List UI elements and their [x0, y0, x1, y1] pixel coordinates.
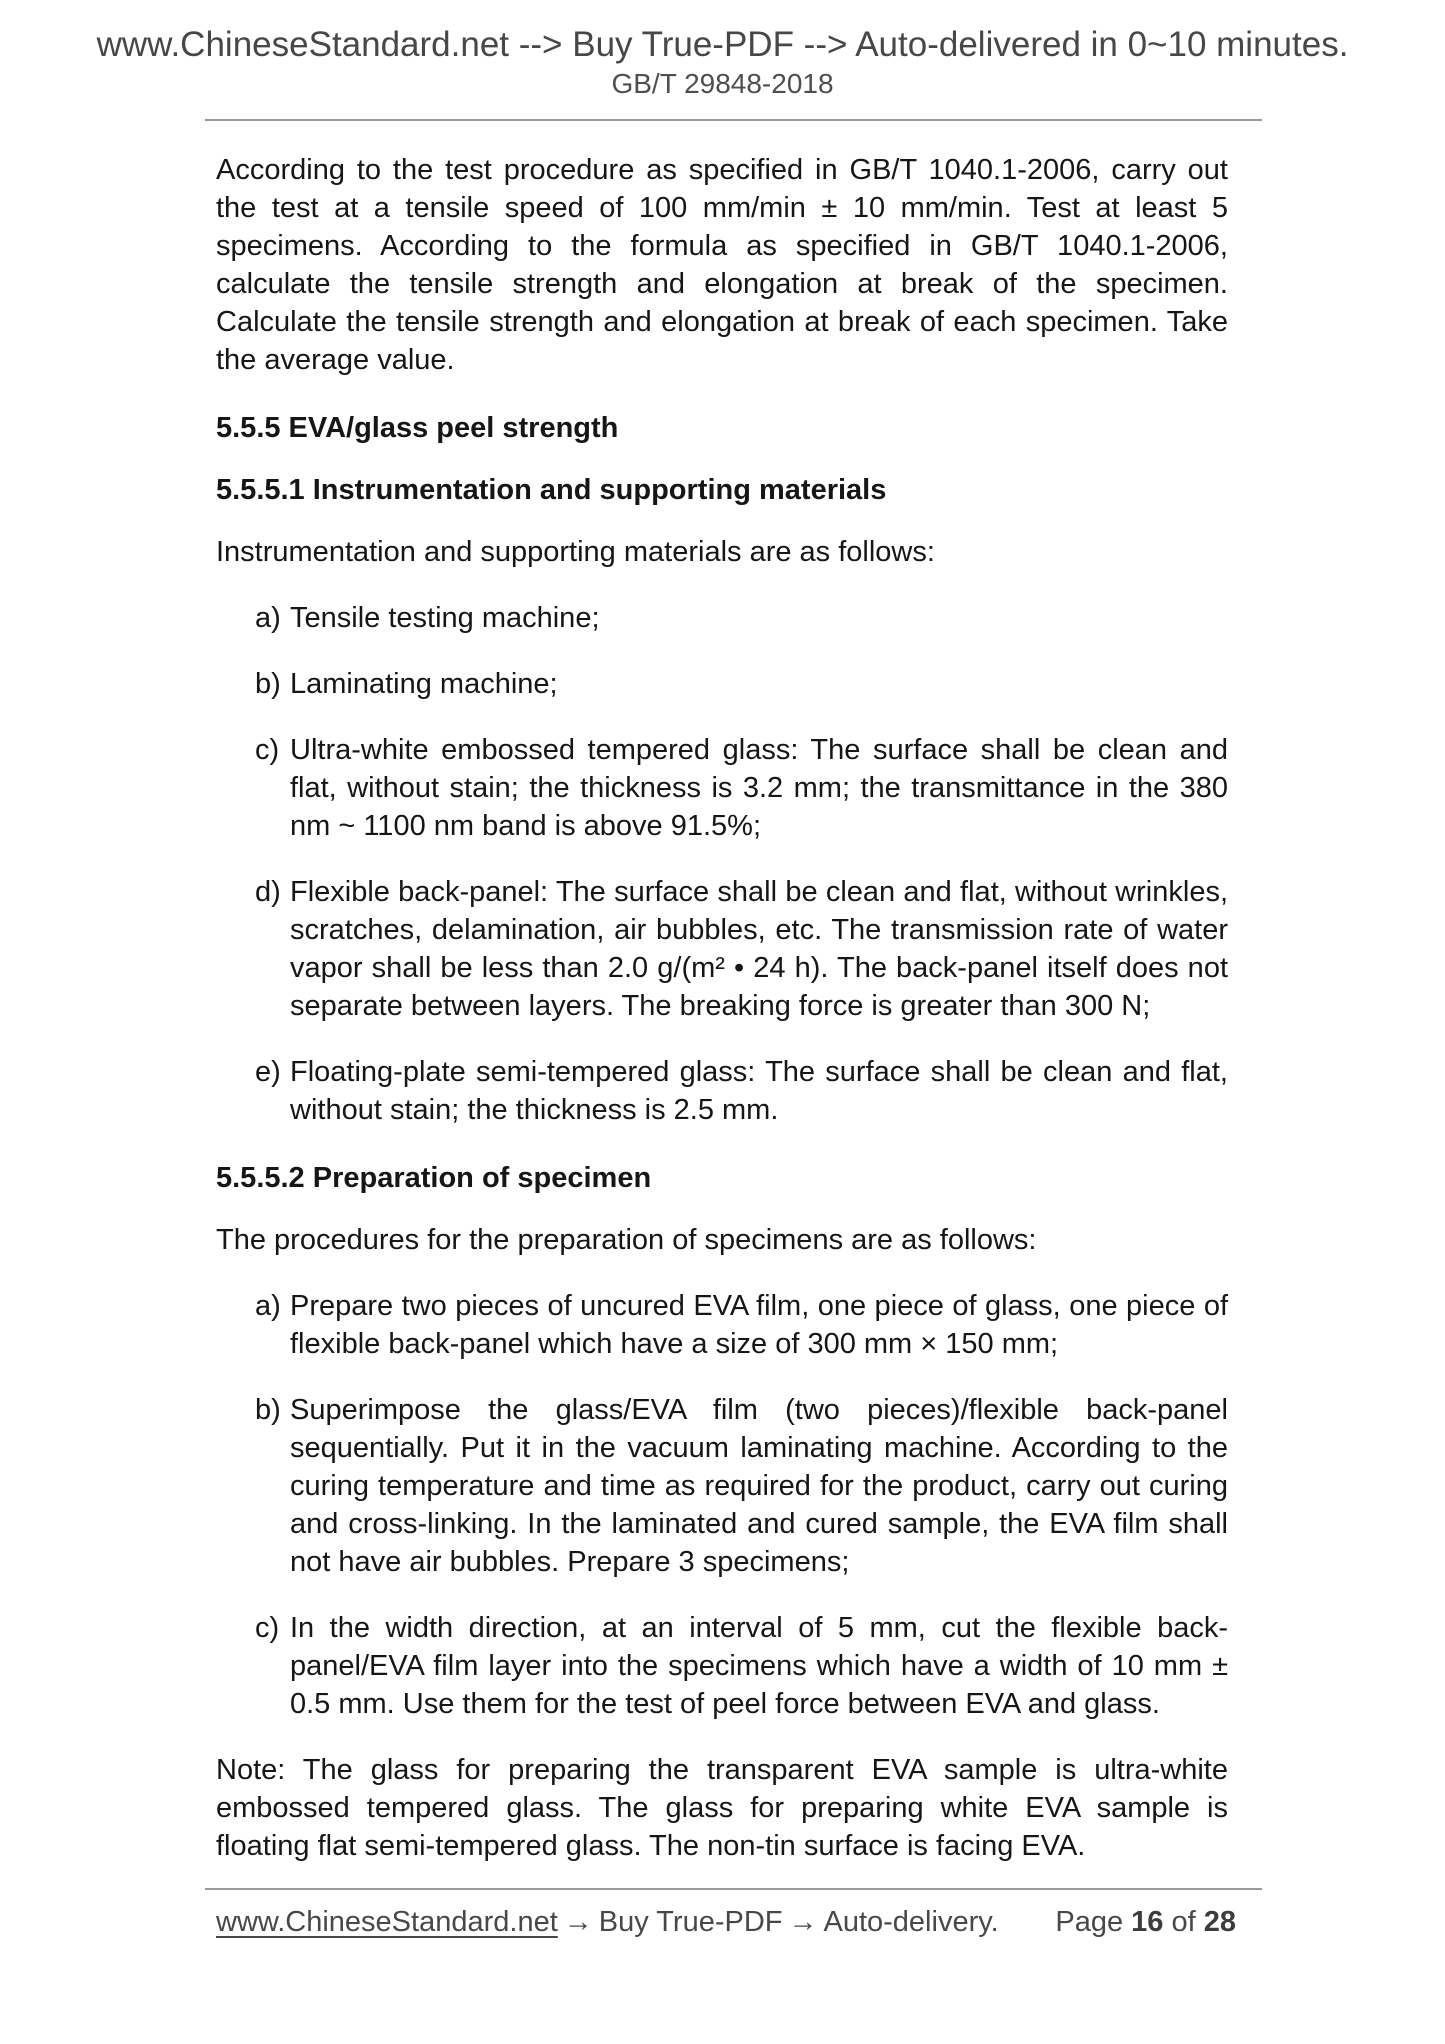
list-text: Flexible back-panel: The surface shall be clean and flat, without wrinkles, scratches, delamination, air bubbles, etc. The transmission rate of water vapor shall be less than 2.0 g/(m² • 24 h). The back-panel itself does not separate between layers. The breaking force is greater than 300 N; [290, 876, 1228, 1022]
page-content [216, 121, 1228, 1865]
list-item-b [216, 665, 1228, 703]
doc-number: GB/T 29848-2018 [611, 68, 834, 99]
list-text: Ultra-white embossed tempered glass: The surface shall be clean and flat, without stain; the thickness is 3.2 mm; the transmittance in the 380 nm ~ 1100 nm band is above 91.5%; [290, 734, 1228, 842]
list-text: Superimpose the glass/EVA film (two pieces)/flexible back-panel sequentially. Put it in the vacuum laminating machine. According to the curing temperature and time as required for the product, carry out curing and cross-linking. In the laminated and cured sample, the EVA film shall not have air bubbles. Prepare 3 specimens; [290, 1394, 1228, 1578]
list-text: Prepare two pieces of uncured EVA film, one piece of glass, one piece of flexible back-panel which have a size of 300 mm × 150 mm; [290, 1290, 1228, 1360]
list-marker: b) [255, 668, 281, 700]
page-of-label: of [1171, 1906, 1196, 1938]
list-text: Laminating machine; [290, 668, 558, 700]
footer-site-link[interactable]: www.ChineseStandard.net [216, 1906, 558, 1938]
list-item-c [216, 1609, 1228, 1723]
page-current: 16 [1131, 1906, 1164, 1938]
list-text: In the width direction, at an interval of 5 mm, cut the flexible back-panel/EVA film layer into the specimens which have a width of 10 mm ± 0.5 mm. Use them for the test of peel force between EVA and glass. [290, 1612, 1228, 1720]
list-marker: a) [255, 602, 281, 634]
paragraph-test-procedure: According to the test procedure as specified in GB/T 1040.1-2006, carry out the test at a tensile speed of 100 mm/min ± 10 mm/min. Test at least 5 specimens. According to the formula as specified in GB/T 1040.1-2006, calculate the tensile strength and elongation at break of the specimen. Calculate the tensile strength and elongation at break of each specimen. Take the average value. [216, 154, 1228, 376]
footer-left [216, 1903, 999, 1941]
list-marker: d) [255, 876, 281, 908]
arrow-icon: → [563, 1906, 593, 1938]
page-label: Page [1055, 1906, 1124, 1938]
footer-buy-text: Buy True-PDF [598, 1906, 783, 1938]
list-marker: c) [255, 734, 280, 766]
list-marker: a) [255, 1290, 281, 1322]
arrow-icon: → [788, 1906, 818, 1938]
list-item-c [216, 731, 1228, 845]
list-item-b [216, 1391, 1228, 1581]
note-paragraph: Note: The glass for preparing the transparent EVA sample is ultra-white embossed tempered glass. The glass for preparing white EVA sample is floating flat semi-tempered glass. The non-tin surface is facing EVA. [216, 1754, 1228, 1862]
page-total: 28 [1203, 1906, 1236, 1938]
list-marker: e) [255, 1056, 281, 1088]
page-indicator [1055, 1903, 1236, 1941]
list-marker: b) [255, 1394, 281, 1426]
list-item-e [216, 1053, 1228, 1129]
footer-divider [205, 1888, 1262, 1890]
list-text: Floating-plate semi-tempered glass: The surface shall be clean and flat, without stain; the thickness is 2.5 mm. [290, 1056, 1228, 1126]
list-item-a [216, 1287, 1228, 1363]
list-text: Tensile testing machine; [290, 602, 600, 634]
header-banner: www.ChineseStandard.net --> Buy True-PDF --> Auto-delivered in 0~10 minutes. [96, 25, 1349, 64]
heading-5-5-5-2: 5.5.5.2 Preparation of specimen [216, 1162, 652, 1194]
footer-delivery-text: Auto-delivery. [823, 1906, 999, 1938]
intro-instrumentation: Instrumentation and supporting materials are as follows: [216, 536, 935, 568]
list-marker: c) [255, 1612, 280, 1644]
list-item-a [216, 599, 1228, 637]
intro-procedures: The procedures for the preparation of specimens are as follows: [216, 1224, 1037, 1256]
list-item-d [216, 873, 1228, 1025]
heading-5-5-5: 5.5.5 EVA/glass peel strength [216, 412, 619, 444]
heading-5-5-5-1: 5.5.5.1 Instrumentation and supporting materials [216, 474, 887, 506]
page-footer [216, 1903, 1236, 1941]
